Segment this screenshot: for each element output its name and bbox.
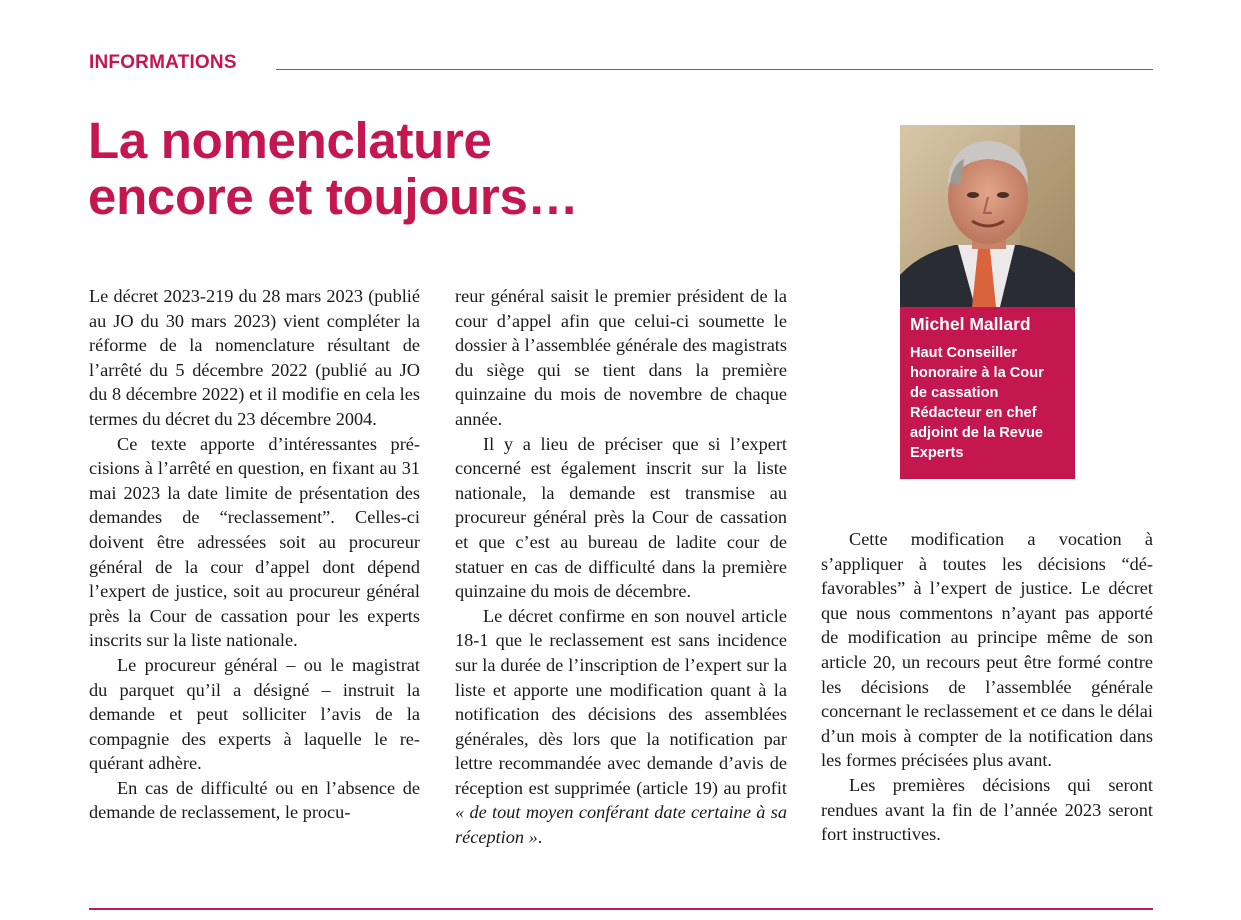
paragraph: Les premières décisions qui seront rendues avant la fin de l’année 2023 seront fort instructives. (821, 774, 1153, 845)
author-box (900, 125, 1075, 479)
footer-divider (89, 908, 1153, 910)
paragraph: Cette modification a vocation à s’appliquer à toutes les décisions “défavorables” à l’expert de justice. Le décret que nous commentons n’ayant pas apporté de modification au principe même de son article 20, un recours peut être formé contre les décisions de l’assemblée générale concernant le reclassement et ce dans le délai d’un mois à compter de la notification dans les formes précisées plus avant. (821, 529, 1153, 771)
header-divider (276, 69, 1153, 70)
paragraph: Le décret 2023-219 du 28 mars 2023 (publié au JO du 30 mars 2023) vient compléter la réforme de la nomenclature résultant de l’arrêté du 5 décembre 2022 (publié au JO du 8 décembre 2022) et il modifie en cela les termes du décret du 23 décembre 2004. (89, 286, 420, 429)
role-line: Haut Conseiller (910, 345, 1018, 361)
paragraph-text: Le décret confirme en son nouvel article 18-1 que le reclassement est sans incidence sur la durée de l’inscription de l’expert sur la liste et apporte une modification quant à la notification des décisions des assemblées générales, dès lors que la notification par lettre recommandée avec demande d’avis de réception est supprimée (article 19) au profit (455, 605, 787, 798)
role-line: adjoint de la Revue (910, 425, 1043, 441)
article-column-3 (821, 527, 1153, 847)
title-line-1: La nomenclature (88, 112, 492, 169)
role-line: Rédacteur en chef (910, 405, 1037, 421)
role-line: honoraire à la Cour (910, 365, 1044, 381)
section-label: INFORMATIONS (89, 52, 237, 73)
author-name: Michel Mallard (910, 314, 1031, 334)
paragraph: Le procureur général – ou le magistrat du parquet qu’il a désigné – instruit la demande et peut solliciter l’avis de la compagnie des experts à laquelle le requérant adhère. (89, 654, 420, 774)
paragraph-end: . (537, 827, 543, 848)
quoted-phrase: « de tout moyen conférant date certaine à sa réception » (455, 802, 787, 848)
article-column-1 (89, 284, 420, 825)
role-line: Experts (910, 445, 964, 461)
paragraph: reur général saisit le premier président de la cour d’appel afin que celui-ci soumette le dossier à l’assemblée générale des magistrats du siège qui se tient dans la première quinzaine du mois de novembre de chaque année. (455, 286, 787, 429)
article-column-2 (455, 284, 787, 850)
paragraph: Ce texte apporte d’intéressantes précisions à l’arrêté en question, en fixant au 31 mai 2023 la date limite de présentation des demandes de “reclassement”. Celles-ci doivent être adressées soit au procureur général de la cour d’appel dont dépend l’expert de justice, soit au procureur général près la Cour de cassation pour les experts inscrits sur la liste nationale. (89, 433, 420, 651)
role-line: de cassation (910, 385, 999, 401)
paragraph: Il y a lieu de préciser que si l’expert concerné est également inscrit sur la liste nationale, la demande est transmise au procureur général près la Cour de cassation et que c’est au bureau de ladite cour de statuer en cas de difficulté dans la première quinzaine du mois de décembre. (455, 433, 787, 602)
author-role (910, 343, 1072, 463)
article-title (88, 113, 788, 225)
title-line-2: encore et toujours… (88, 168, 579, 225)
paragraph (455, 604, 787, 850)
paragraph: En cas de difficulté ou en l’absence de demande de reclassement, le procu- (89, 777, 420, 823)
author-photo (900, 125, 1075, 307)
